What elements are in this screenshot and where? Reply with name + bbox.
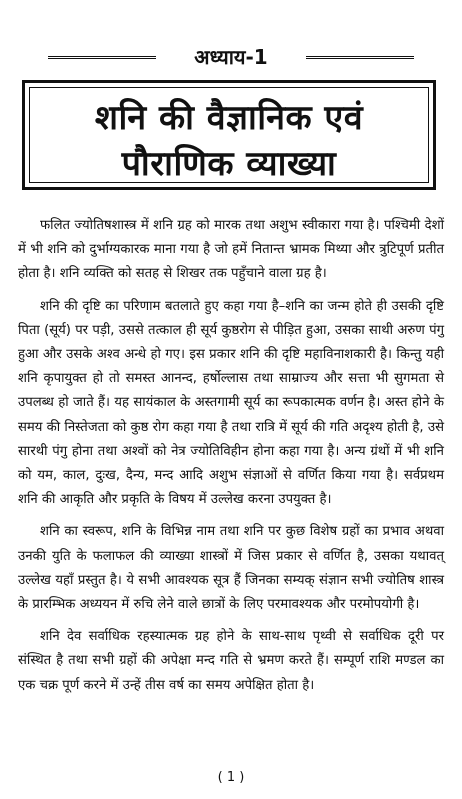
page-number: ( 1 ) [217, 770, 245, 785]
paragraph: फलित ज्योतिषशास्त्र में शनि ग्रह को मारक तथा अशुभ स्वीकारा गया है। पश्चिमी देशों में भी शनि को दुर्भाग्यकारक माना गया है जो हमें नितान्त भ्रामक मिथ्या और त्रुटिपूर्ण प्रतीत होता है। शनि व्यक्ति को सतह से शिखर तक पहुँचाने वाला ग्रह है। [18, 218, 444, 282]
chapter-title-line-2: पौराणिक व्याख्या [121, 144, 337, 184]
chapter-heading [48, 44, 414, 70]
chapter-label: अध्याय-1 [188, 45, 273, 69]
chapter-title-box [22, 80, 436, 190]
chapter-title-line-1: शनि की वैज्ञानिक एवं [94, 98, 364, 138]
paragraph: शनि की दृष्टि का परिणाम बतलाते हुए कहा गया है–शनि का जन्म होते ही उसकी दृष्टि पिता (सूर्य) पर पड़ी, उससे तत्काल ही सूर्य कुष्ठरोग से पीड़ित हुआ, उसका साथी अरुण पंगु हुआ और उसके अश्व अन्धे हो गए। इस प्रकार शनि की दृष्टि महाविनाशकारी है। किन्तु यही शनि कृपायुक्त हो तो समस्त आनन्द, हर्षोल्लास तथा साम्राज्य और सत्ता भी सुगमता से उपलब्ध हो जाते हैं। यह सायंकाल के अस्तगामी सूर्य का रूपकात्मक वर्णन है। अस्त होने के समय की निस्तेजता को कुष्ठ रोग कहा गया है तथा रात्रि में सूर्य की गति अदृश्य होती है, उसे सारथी पंगु होना तथा अश्वों को नेत्र ज्योतिविहीन होना कहा गया है। अन्य ग्रंथों में भी शनि को यम, काल, दुःख, दैन्य, मन्द आदि अशुभ संज्ञाओं से वर्णित किया गया है। सर्वप्रथम शनि की आकृति और प्रकृति के विषय में उल्लेख करना उपयुक्त है। [18, 298, 444, 508]
paragraph: शनि देव सर्वाधिक रहस्यात्मक ग्रह होने के साथ-साथ पृथ्वी से सर्वाधिक दूरी पर संस्थित है तथा सभी ग्रहों की अपेक्षा मन्द गति से भ्रमण करते हैं। सम्पूर्ण राशि मण्डल का एक चक्र पूर्ण करने में उन्हें तीस वर्ष का समय अपेक्षित होता है। [18, 629, 444, 693]
body-text [18, 214, 444, 706]
paragraph: शनि का स्वरूप, शनि के विभिन्न नाम तथा शनि पर कुछ विशेष ग्रहों का प्रभाव अथवा उनकी युति के फलाफल की व्याख्या शास्त्रों में जिस प्रकार से वर्णित है, उसका यथावत् उल्लेख यहाँ प्रस्तुत है। ये सभी आवश्यक सूत्र हैं जिनका सम्यक् संज्ञान सभी ज्योतिष शास्त्र के प्रारम्भिक अध्ययन में रुचि लेने वाले छात्रों के लिए परमावश्यक और परमोपयोगी है। [18, 524, 444, 613]
